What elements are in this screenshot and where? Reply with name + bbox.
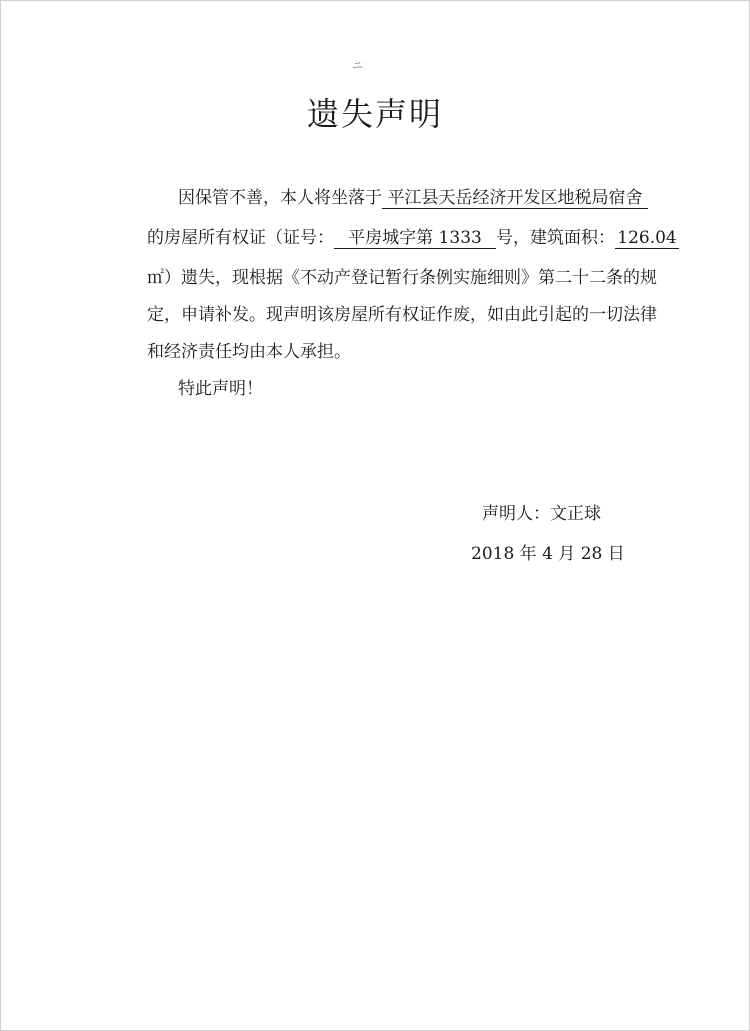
line2-prefix: 的房屋所有权证（证号： [147, 228, 334, 248]
paragraph-line-5: 和经济责任均由本人承担。 [147, 342, 351, 362]
declarant: 声明人：文正球 [482, 504, 601, 524]
line2-mid: 号，建筑面积： [496, 228, 615, 248]
paragraph-line-4: 定，申请补发。现声明该房屋所有权证作废，如由此引起的一切法律 [147, 305, 657, 325]
line3-rest: ）遗失，现根据《不动产登记暂行条例实施细则》第二十二条的规 [164, 268, 657, 288]
area-unit: ㎡ [147, 268, 164, 288]
area-field: 126.04 [615, 228, 679, 249]
red-mark: ニ [352, 59, 363, 72]
paragraph-line-1 [178, 186, 648, 210]
paragraph-line-2 [147, 226, 679, 250]
certificate-number-field: 平房城字第 1333 [334, 228, 496, 249]
declaration-date: 2018 年 4 月 28 日 [471, 544, 625, 564]
paragraph-line-3 [147, 266, 657, 290]
document-title: 遗失声明 [306, 95, 443, 133]
line1-prefix: 因保管不善，本人将坐落于 [178, 188, 382, 208]
closing-text: 特此声明！ [178, 379, 263, 399]
location-field: 平江县天岳经济开发区地税局宿舍 [382, 188, 648, 209]
